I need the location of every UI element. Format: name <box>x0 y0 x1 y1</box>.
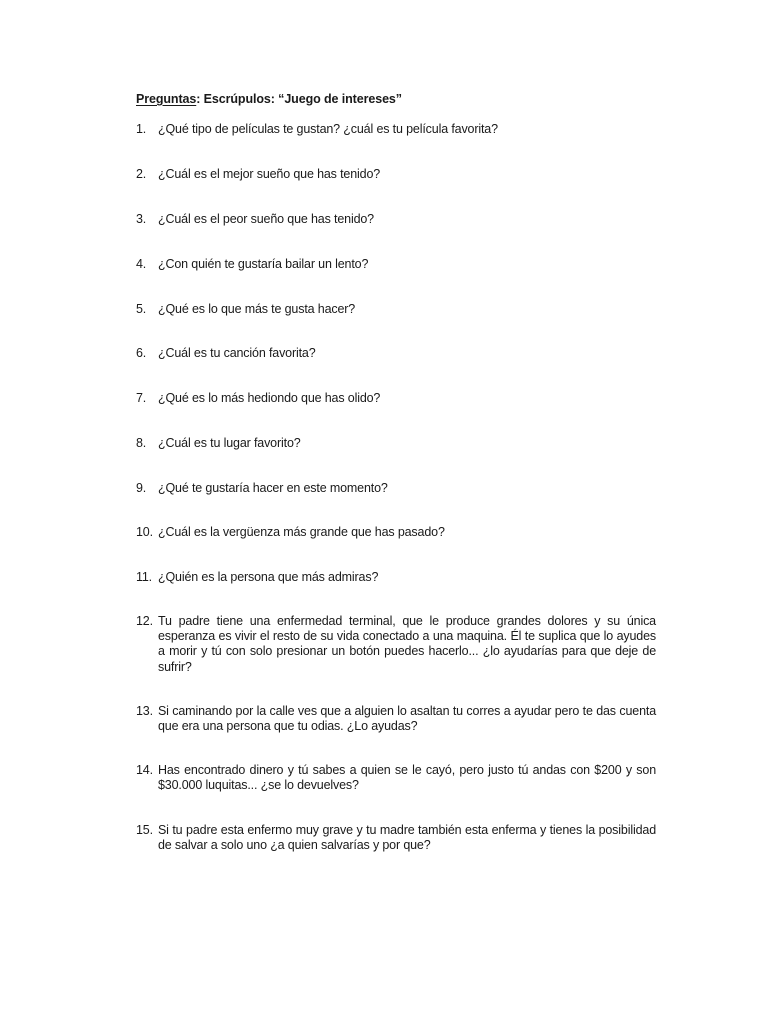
question-number: 3. <box>136 212 147 226</box>
question-text: ¿Con quién te gustaría bailar un lento? <box>158 257 369 271</box>
question-number: 10. <box>136 525 153 539</box>
question-number: 7. <box>136 391 147 405</box>
question-number: 13. <box>136 704 153 718</box>
question-number: 14. <box>136 763 153 777</box>
question-text: ¿Qué te gustaría hacer en este momento? <box>158 481 388 495</box>
question-item <box>136 436 656 451</box>
question-number: 1. <box>136 122 147 136</box>
question-text: ¿Cuál es la vergüenza más grande que has pasado? <box>158 525 445 539</box>
question-item <box>136 346 656 361</box>
question-item <box>136 763 656 793</box>
question-item <box>136 167 656 182</box>
question-number: 11. <box>136 570 152 584</box>
question-item <box>136 704 656 734</box>
question-text: ¿Qué es lo que más te gusta hacer? <box>158 302 356 316</box>
question-number: 9. <box>136 481 147 495</box>
question-item <box>136 212 656 227</box>
question-item <box>136 614 656 675</box>
title-underlined-word: Preguntas <box>136 92 197 106</box>
question-number: 6. <box>136 346 147 360</box>
question-item <box>136 122 656 137</box>
page-title <box>136 92 402 106</box>
question-item <box>136 481 656 496</box>
question-number: 12. <box>136 614 153 628</box>
question-text: ¿Qué es lo más hediondo que has olido? <box>158 391 381 405</box>
question-item <box>136 391 656 406</box>
question-text: ¿Cuál es el peor sueño que has tenido? <box>158 212 374 226</box>
question-item <box>136 525 656 540</box>
question-text: ¿Cuál es tu canción favorita? <box>158 346 316 360</box>
question-number: 15. <box>136 823 153 837</box>
question-item <box>136 823 656 853</box>
question-text: ¿Qué tipo de películas te gustan? ¿cuál es tu película favorita? <box>158 122 498 136</box>
title-rest: : Escrúpulos: “Juego de intereses” <box>196 92 402 106</box>
question-text: ¿Cuál es el mejor sueño que has tenido? <box>158 167 381 181</box>
question-text: Has encontrado dinero y tú sabes a quien se le cayó, pero justo tú andas con $200 y son $30.000 luquitas... ¿se lo devuelves? <box>158 763 656 793</box>
question-text: Si caminando por la calle ves que a alguien lo asaltan tu corres a ayudar pero te das cuenta que era una persona que tu odias. ¿Lo ayudas? <box>158 704 656 734</box>
question-item <box>136 570 656 585</box>
question-text: ¿Quién es la persona que más admiras? <box>158 570 379 584</box>
question-text: Tu padre tiene una enfermedad terminal, que le produce grandes dolores y su única esperanza es vivir el resto de su vida conectado a una maquina. Él te suplica que lo ayudes a morir y tú con solo presionar un botón puedes hacerlo... ¿lo ayudarías para que deje de sufrir? <box>158 614 656 674</box>
question-number: 2. <box>136 167 147 181</box>
question-text: Si tu padre esta enfermo muy grave y tu madre también esta enferma y tienes la posibilidad de salvar a solo uno ¿a quien salvarías y por que? <box>158 823 656 853</box>
question-number: 8. <box>136 436 147 450</box>
question-item <box>136 302 656 317</box>
question-item <box>136 257 656 272</box>
question-number: 4. <box>136 257 147 271</box>
question-text: ¿Cuál es tu lugar favorito? <box>158 436 301 450</box>
question-number: 5. <box>136 302 147 316</box>
